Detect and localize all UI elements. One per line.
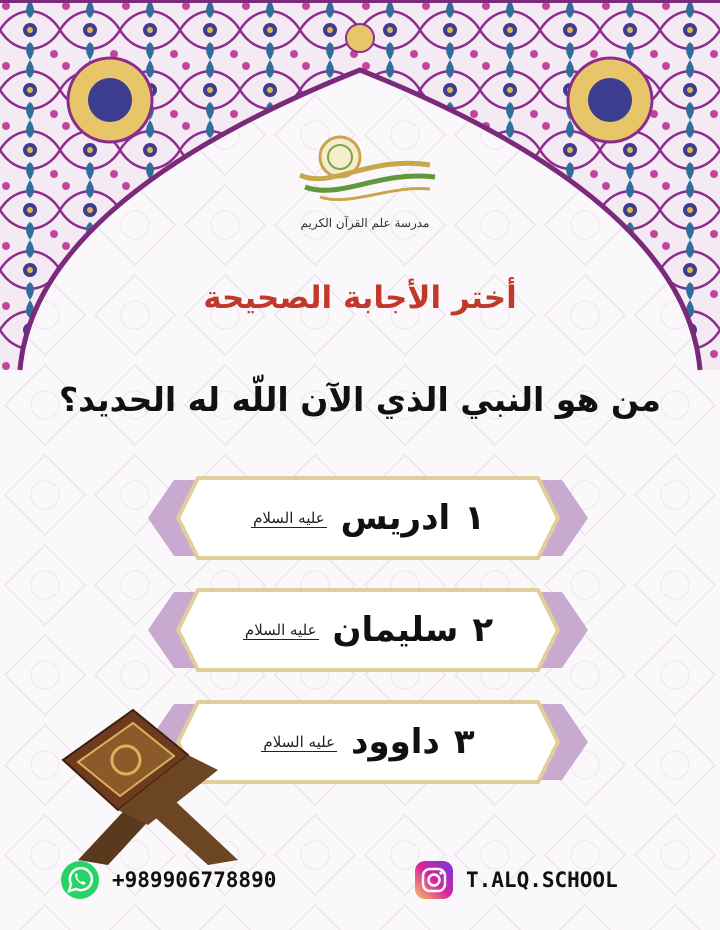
option-name: ادريس bbox=[340, 498, 451, 538]
option-honorific: عليه السلام bbox=[263, 732, 336, 751]
school-logo bbox=[290, 115, 440, 235]
answer-option-2[interactable] bbox=[148, 584, 588, 676]
question-text: من هو النبي الذي الآن اللّه له الحديد؟ bbox=[59, 380, 661, 419]
logo-caption: مدرسة علم القرآن الكريم bbox=[300, 216, 430, 230]
whatsapp-icon bbox=[60, 860, 100, 900]
instagram-contact[interactable] bbox=[414, 858, 618, 902]
quran-stand-illustration bbox=[38, 690, 258, 870]
instagram-handle: T.ALQ.SCHOOL bbox=[466, 868, 618, 892]
option-honorific: عليه السلام bbox=[244, 620, 317, 639]
option-number: ٣ bbox=[453, 722, 475, 762]
option-name: داوود bbox=[351, 722, 440, 762]
option-honorific: عليه السلام bbox=[253, 508, 325, 527]
instagram-icon bbox=[414, 860, 454, 900]
option-number: ١ bbox=[464, 498, 485, 538]
quran-school-logo-icon bbox=[290, 115, 440, 210]
page-title: أختر الأجابة الصحيحة bbox=[203, 280, 517, 316]
whatsapp-number: +989906778890 bbox=[112, 868, 277, 892]
option-name: سليمان bbox=[332, 610, 459, 650]
option-number: ٢ bbox=[472, 610, 494, 650]
whatsapp-contact[interactable] bbox=[60, 858, 276, 902]
answer-option-1[interactable] bbox=[148, 472, 588, 564]
